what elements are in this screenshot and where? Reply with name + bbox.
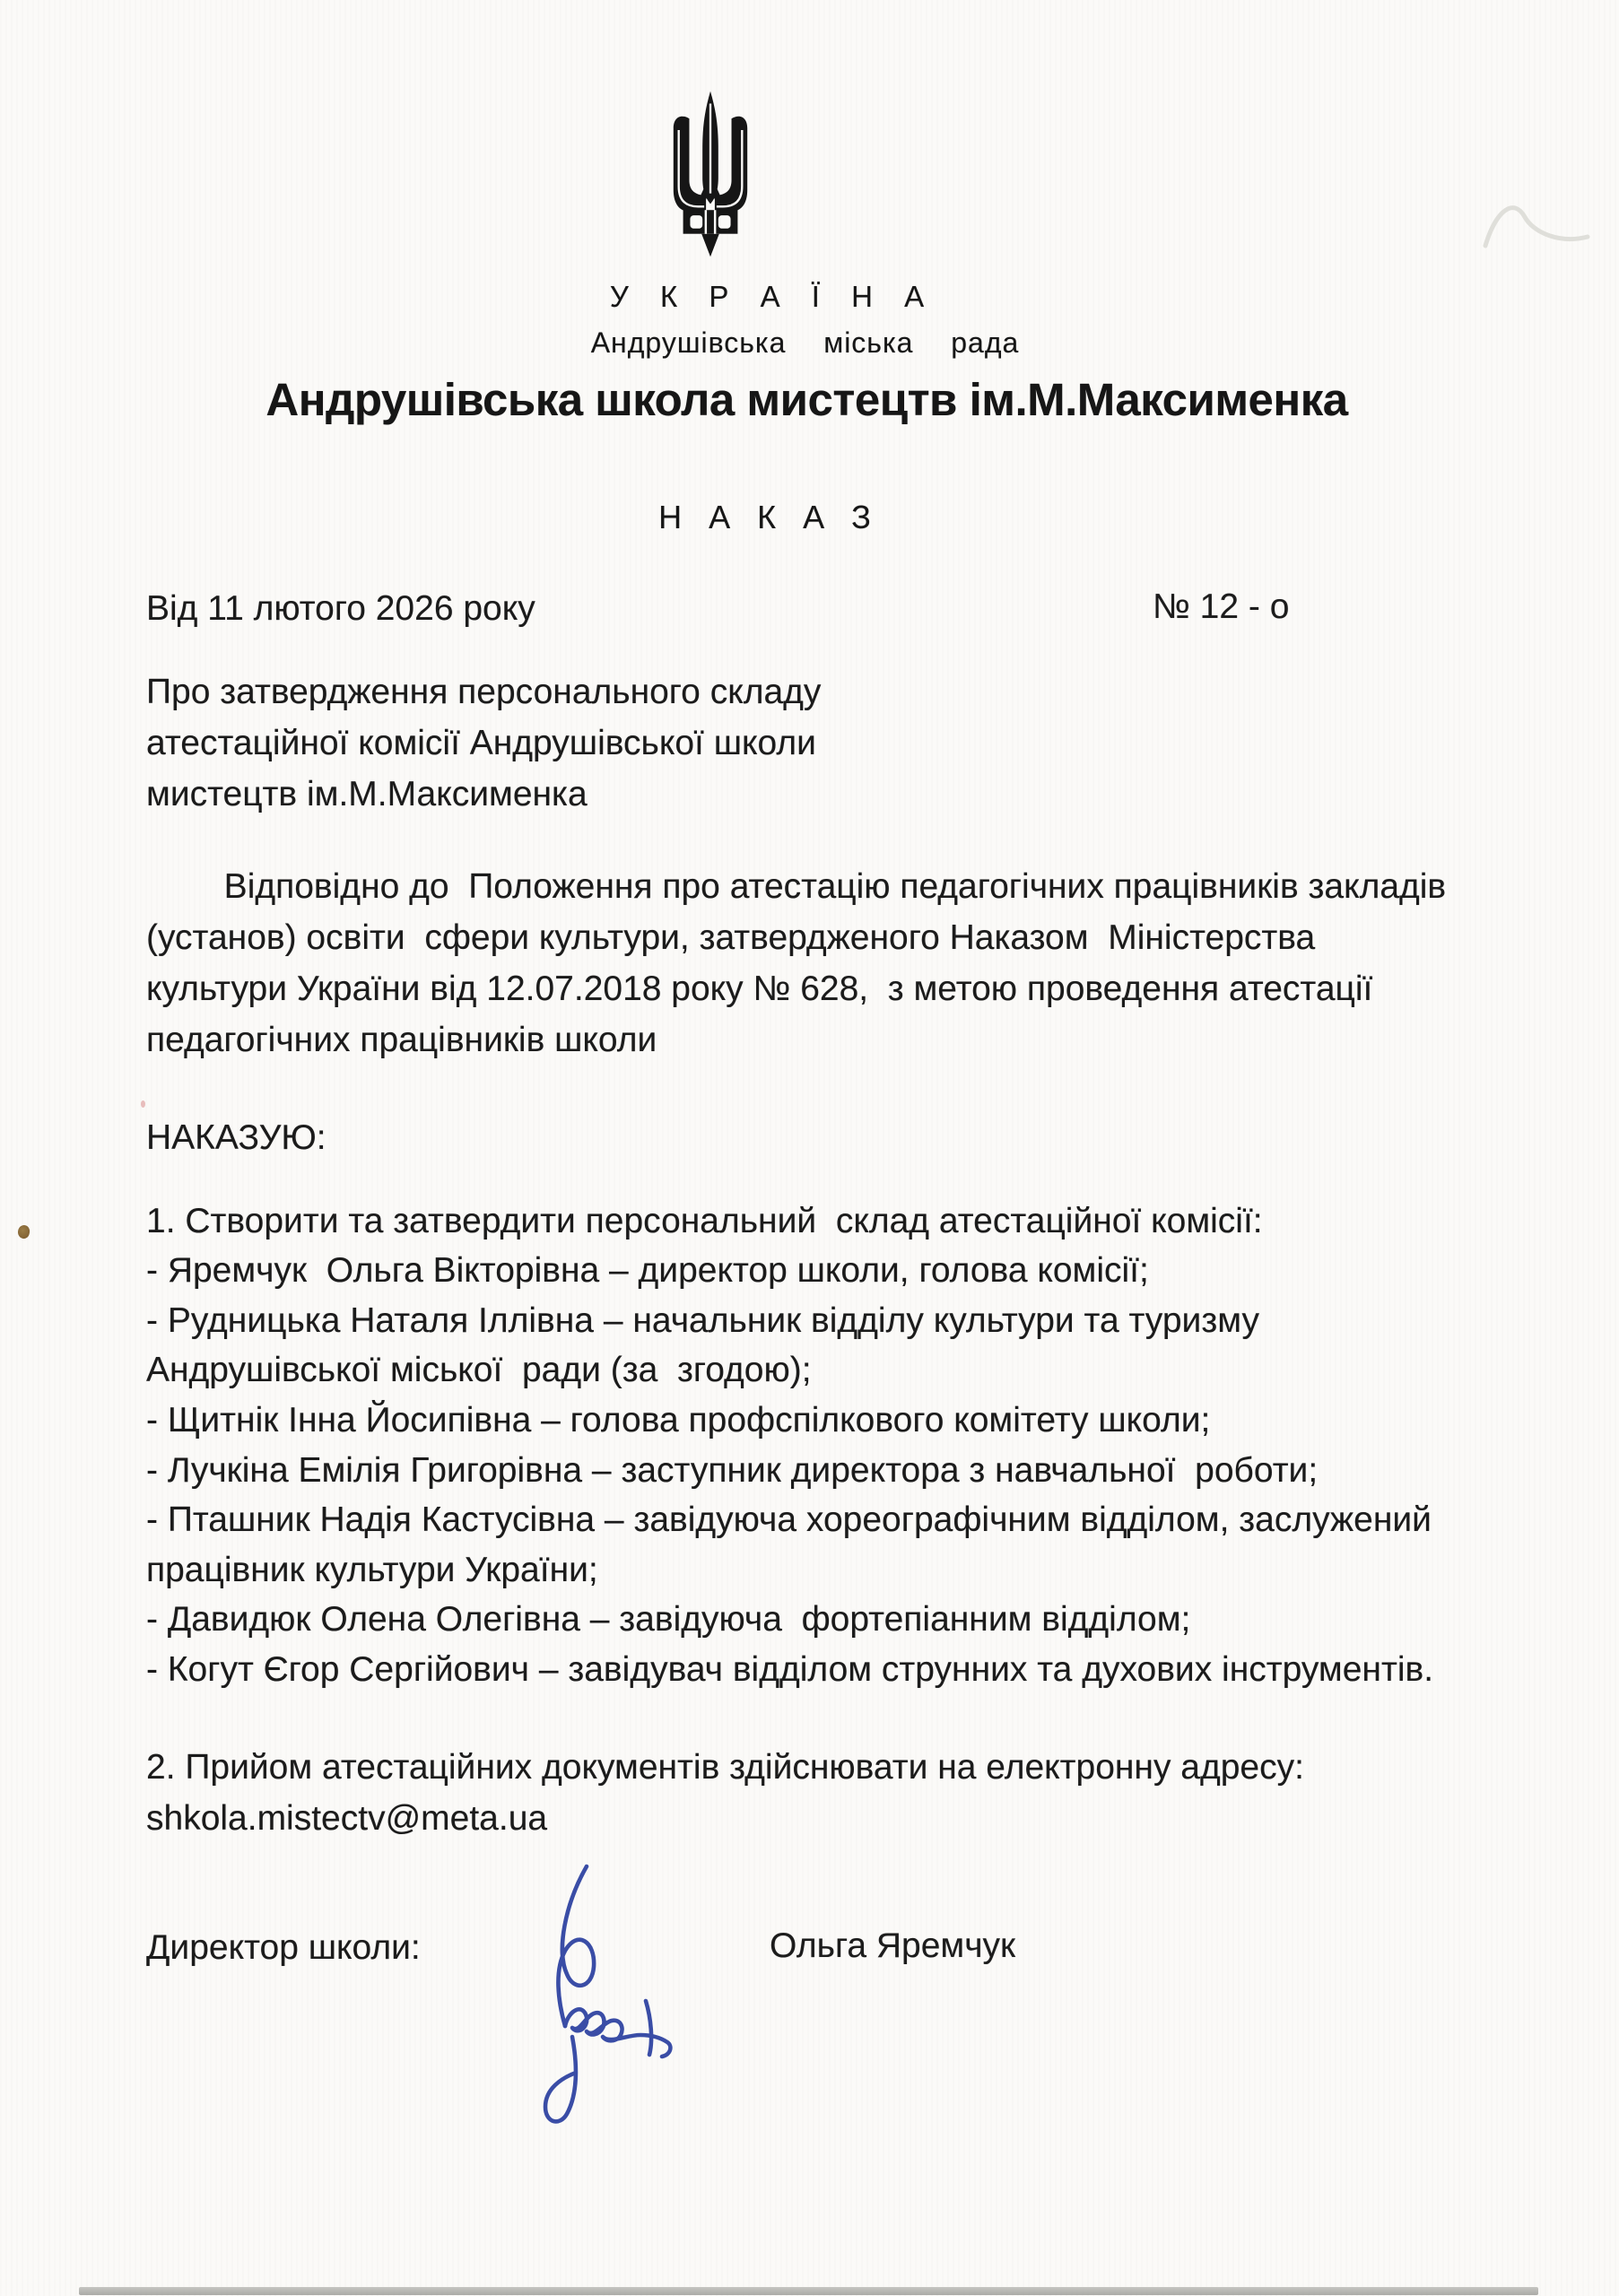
city-council-name: Андрушівська міська рада: [590, 326, 1020, 359]
subject-line: Про затвердження персонального складу: [146, 673, 822, 711]
commission-member-line: - Пташник Надія Кастусівна – завідуюча хореографічним відділом, заслужений: [146, 1500, 1432, 1539]
commission-member-line: - Лучкіна Емілія Григорівна – заступник директора з навчальної роботи;: [146, 1451, 1319, 1490]
school-name-title: Андрушівська школа мистецтв ім.М.Максименка: [265, 374, 1348, 425]
commission-member-line: - Яремчук Ольга Вікторівна – директор школи, голова комісії;: [146, 1251, 1149, 1290]
intro-line: педагогічних працівників школи: [146, 1021, 657, 1059]
commission-member-line: Андрушівської міської ради (за згодою);: [146, 1351, 812, 1389]
commission-member-line: - Рудницька Наталя Іллівна – начальник відділу культури та туризму: [146, 1301, 1259, 1340]
country-name: У К Р А Ї Н А: [609, 280, 936, 313]
decree-word: НАКАЗУЮ:: [146, 1118, 326, 1157]
paper-speck-artifact: [17, 1224, 31, 1239]
order-date: Від 11 лютого 2026 року: [146, 589, 535, 628]
signer-name: Ольга Яремчук: [770, 1926, 1016, 1965]
intro-line: (установ) освіти сфери культури, затвердженого Наказом Міністерства: [146, 918, 1316, 957]
order-number: № 12 - о: [1153, 587, 1290, 626]
subject-line: мистецтв ім.М.Максименка: [146, 775, 588, 813]
document-type-title: Н А К А З: [658, 499, 880, 535]
intro-line: Відповідно до Положення про атестацію педагогічних працівників закладів: [146, 867, 1447, 906]
commission-member-line: працівник культури України;: [146, 1551, 598, 1589]
commission-member-line: - Давидюк Олена Олегівна – завідуюча фортепіанним відділом;: [146, 1600, 1191, 1639]
commission-member-line: - Когут Єгор Сергійович – завідувач відділом струнних та духових інструментів.: [146, 1650, 1434, 1689]
item1-heading: 1. Створити та затвердити персональний склад атестаційної комісії:: [146, 1202, 1263, 1240]
paper-dot-artifact: [141, 1100, 145, 1108]
signer-role-label: Директор школи:: [146, 1928, 421, 1967]
handwritten-signature: [475, 1861, 709, 2130]
ukraine-trident-emblem-icon: [665, 88, 756, 260]
commission-member-line: - Щитнік Інна Йосипівна – голова профспілкового комітету школи;: [146, 1401, 1211, 1439]
scan-smudge-artifact: [1478, 190, 1595, 266]
email-address: shkola.mistectv@meta.ua: [146, 1799, 548, 1838]
subject-line: атестаційної комісії Андрушівської школи: [146, 724, 816, 762]
scanner-edge-bar-artifact: [79, 2287, 1538, 2295]
intro-line: культури України від 12.07.2018 року № 628, з метою проведення атестації: [146, 970, 1373, 1008]
item2-heading: 2. Прийом атестаційних документів здійснювати на електронну адресу:: [146, 1748, 1304, 1787]
